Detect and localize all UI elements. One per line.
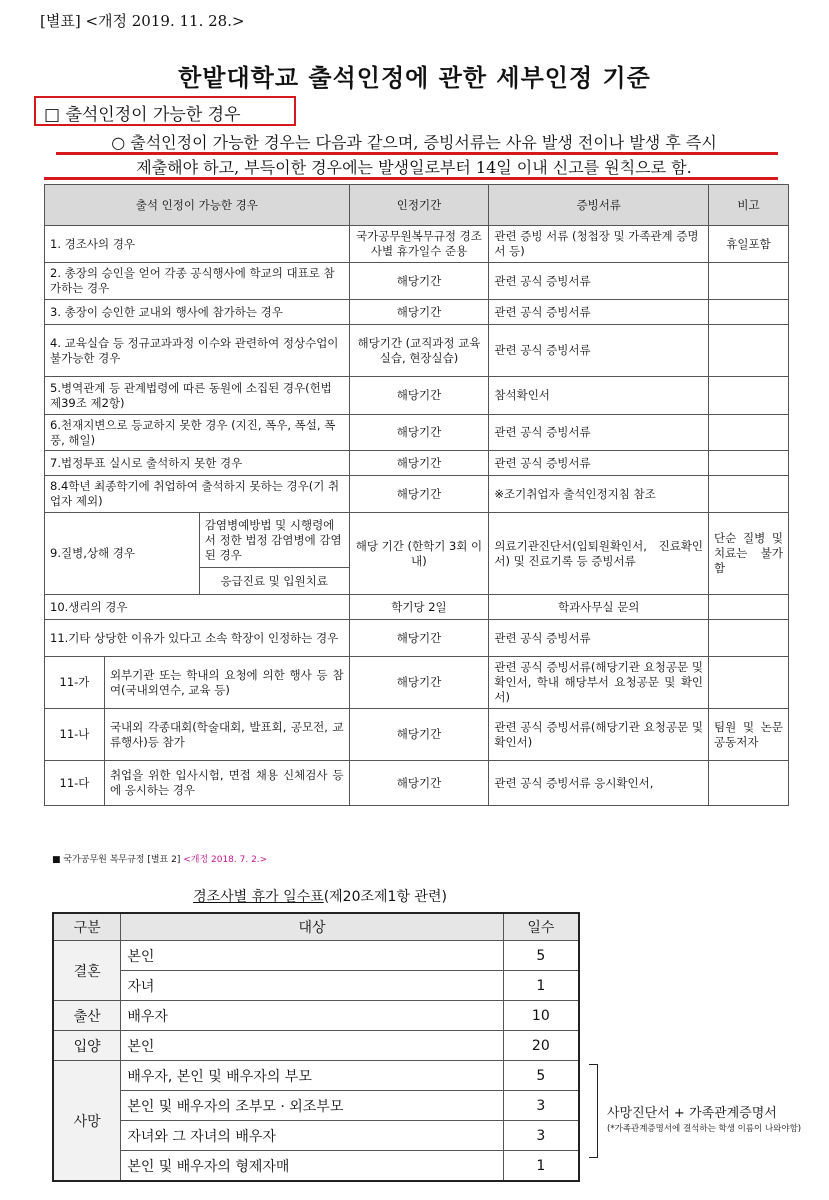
period-cell: 해당기간 (349, 451, 489, 476)
target-cell: 본인 및 배우자의 형제자매 (121, 1151, 503, 1182)
table-header-row (45, 185, 789, 226)
docs-cell: 학과사무실 문의 (489, 595, 709, 620)
period-cell: 해당기간 (349, 620, 489, 657)
illness-case-cell: 9.질병,상해 경우 (45, 513, 200, 595)
category-cell: 사망 (53, 1061, 121, 1182)
target-cell: 배우자, 본인 및 배우자의 부모 (121, 1061, 503, 1091)
notice-line-1: ○ 출석인정이 가능한 경우는 다음과 같으며, 증빙서류는 사유 발생 전이나 발생 후 즉시 (111, 133, 717, 152)
case-cell: 2. 총장의 승인을 얻어 각종 공식행사에 학교의 대표로 참가하는 경우 (45, 263, 350, 300)
note-cell (709, 451, 789, 476)
note-cell: 휴일포함 (709, 226, 789, 263)
case-cell: 7.법정투표 실시로 출석하지 못한 경우 (45, 451, 350, 476)
docs-cell: 참석확인서 (489, 377, 709, 415)
case-cell: 10.생리의 경우 (45, 595, 350, 620)
days-cell: 3 (503, 1091, 579, 1121)
docs-cell: 관련 증빙 서류 (청첩장 및 가족관계 증명서 등) (489, 226, 709, 263)
docs-cell: 관련 공식 증빙서류(해당기관 요청공문 및 확인서) (489, 709, 709, 761)
category-cell: 입양 (53, 1031, 121, 1061)
docs-cell: 의료기관진단서(입퇴원확인서, 진료확인서) 및 진료기록 등 증빙서류 (489, 513, 709, 595)
docs-cell: 관련 공식 증빙서류(해당기관 요청공문 및 확인서, 학내 해당부서 요청공문 및 확인서) (489, 657, 709, 709)
table-row (53, 1091, 579, 1121)
note-cell (709, 595, 789, 620)
table-row (53, 1121, 579, 1151)
leave-days-table (52, 912, 580, 1182)
col-header-category: 구분 (53, 913, 121, 941)
note-cell (709, 377, 789, 415)
days-cell: 3 (503, 1121, 579, 1151)
death-docs-note-main: 사망진단서 + 가족관계증명서 (607, 1106, 777, 1121)
death-docs-note-small: (*가족관계증명서에 결석하는 학생 이름이 나와야함) (607, 1124, 802, 1134)
target-cell: 배우자 (121, 1001, 503, 1031)
docs-cell: 관련 공식 증빙서류 (489, 620, 709, 657)
note-cell (709, 761, 789, 806)
docs-cell: 관련 공식 증빙서류 (489, 415, 709, 451)
target-cell: 본인 (121, 941, 503, 971)
target-cell: 자녀와 그 자녀의 배우자 (121, 1121, 503, 1151)
table-row (45, 415, 789, 451)
note-cell: 단순 질병 및 치료는 불가함 (709, 513, 789, 595)
table-row (45, 657, 789, 709)
sub-label-cell: 11-다 (45, 761, 105, 806)
col-header-target: 대상 (121, 913, 503, 941)
table-row (45, 226, 789, 263)
sub-label-cell: 11-가 (45, 657, 105, 709)
category-cell: 결혼 (53, 941, 121, 1001)
docs-cell: 관련 공식 증빙서류 (489, 325, 709, 377)
case-cell: 국내외 각종대회(학술대회, 발표회, 공모전, 교류행사)등 참가 (104, 709, 349, 761)
illness-sub-cell: 응급진료 및 입원치료 (199, 568, 349, 595)
table-row (45, 513, 789, 568)
note-cell (709, 476, 789, 513)
period-cell: 해당기간 (교직과정 교육실습, 현장실습) (349, 325, 489, 377)
table-row (45, 709, 789, 761)
note-cell (709, 300, 789, 325)
col-header-case: 출석 인정이 가능한 경우 (45, 185, 350, 226)
note-cell (709, 325, 789, 377)
table-row (45, 620, 789, 657)
docs-cell: 관련 공식 증빙서류 (489, 263, 709, 300)
period-cell: 해당기간 (349, 300, 489, 325)
period-cell: 학기당 2일 (349, 595, 489, 620)
col-header-note: 비고 (709, 185, 789, 226)
table-row (45, 300, 789, 325)
days-cell: 20 (503, 1031, 579, 1061)
table-row (45, 325, 789, 377)
target-cell: 본인 (121, 1031, 503, 1061)
col-header-docs: 증빙서류 (489, 185, 709, 226)
period-cell: 해당 기간 (한학기 3회 이내) (349, 513, 489, 595)
table-row (53, 971, 579, 1001)
leave-table-title-ref: (제20조제1항 관련) (323, 889, 447, 905)
table-row (53, 1001, 579, 1031)
table-row (45, 263, 789, 300)
case-cell: 취업을 위한 입사시험, 면접 채용 신체검사 등에 응시하는 경우 (104, 761, 349, 806)
days-cell: 10 (503, 1001, 579, 1031)
period-cell: 해당기간 (349, 415, 489, 451)
note-cell (709, 620, 789, 657)
case-cell: 외부기관 또는 학내의 요청에 의한 행사 등 참여(국내외연수, 교육 등) (104, 657, 349, 709)
bracket-line (589, 1064, 598, 1158)
case-cell: 8.4학년 최종학기에 취업하여 출석하지 못하는 경우(기 취업자 제외) (45, 476, 350, 513)
target-cell: 본인 및 배우자의 조부모 · 외조부모 (121, 1091, 503, 1121)
case-cell: 4. 교육실습 등 정규교과과정 이수와 관련하여 정상수업이 불가능한 경우 (45, 325, 350, 377)
days-cell: 1 (503, 971, 579, 1001)
table-row (45, 451, 789, 476)
table-header-row (53, 913, 579, 941)
table-row (45, 595, 789, 620)
days-cell: 5 (503, 941, 579, 971)
emphasis-underline-2 (44, 177, 778, 180)
period-cell: 해당기간 (349, 761, 489, 806)
sub-label-cell: 11-나 (45, 709, 105, 761)
table-row (53, 941, 579, 971)
case-cell: 3. 총장이 승인한 교내외 행사에 참가하는 경우 (45, 300, 350, 325)
leave-table-title (0, 886, 640, 906)
period-cell: 해당기간 (349, 476, 489, 513)
docs-cell: 관련 공식 증빙서류 (489, 451, 709, 476)
note-cell (709, 415, 789, 451)
table-row (53, 1061, 579, 1091)
regulation-note-prefix: ■ 국가공무원 복무규정 [별표 2] (52, 855, 181, 865)
case-cell: 5.병역관계 등 관계법령에 따른 동원에 소집된 경우(헌법 제39조 제2항) (45, 377, 350, 415)
docs-cell: ※조기취업자 출석인정지침 참조 (489, 476, 709, 513)
notice-line-2: 제출해야 하고, 부득이한 경우에는 발생일로부터 14일 이내 신고를 원칙으로 함. (136, 158, 692, 177)
note-cell (709, 263, 789, 300)
page-title: 한밭대학교 출석인정에 관한 세부인정 기준 (178, 63, 651, 92)
period-cell: 해당기간 (349, 377, 489, 415)
note-cell (709, 657, 789, 709)
period-cell: 해당기간 (349, 263, 489, 300)
table-row (53, 1151, 579, 1182)
table-row (45, 377, 789, 415)
regulation-note (52, 852, 267, 865)
attendance-criteria-table (44, 184, 789, 806)
revision-note: [별표] <개정 2019. 11. 28.> (40, 12, 245, 30)
period-cell: 해당기간 (349, 657, 489, 709)
docs-cell: 관련 공식 증빙서류 (489, 300, 709, 325)
days-cell: 5 (503, 1061, 579, 1091)
note-cell: 팀원 및 논문 공동저자 (709, 709, 789, 761)
target-cell: 자녀 (121, 971, 503, 1001)
docs-cell: 관련 공식 증빙서류 응시확인서, (489, 761, 709, 806)
category-cell: 출산 (53, 1001, 121, 1031)
section-heading: □ 출석인정이 가능한 경우 (34, 96, 296, 126)
col-header-period: 인정기간 (349, 185, 489, 226)
days-cell: 1 (503, 1151, 579, 1182)
period-cell: 국가공무원복무규정 경조사별 휴가일수 준용 (349, 226, 489, 263)
period-cell: 해당기간 (349, 709, 489, 761)
case-cell: 11.기타 상당한 이유가 있다고 소속 학장이 인정하는 경우 (45, 620, 350, 657)
table-row (53, 1031, 579, 1061)
case-cell: 6.천재지변으로 등교하지 못한 경우 (지진, 폭우, 폭설, 폭풍, 해일) (45, 415, 350, 451)
leave-table-title-main: 경조사별 휴가 일수표 (193, 889, 324, 905)
regulation-note-revision: <개정 2018. 7. 2.> (183, 855, 268, 865)
table-row (45, 761, 789, 806)
table-row (45, 476, 789, 513)
case-cell: 1. 경조사의 경우 (45, 226, 350, 263)
death-docs-note (607, 1102, 801, 1134)
col-header-days: 일수 (503, 913, 579, 941)
illness-sub-cell: 감염병예방법 및 시행령에서 정한 법정 감염병에 감염된 경우 (199, 513, 349, 568)
